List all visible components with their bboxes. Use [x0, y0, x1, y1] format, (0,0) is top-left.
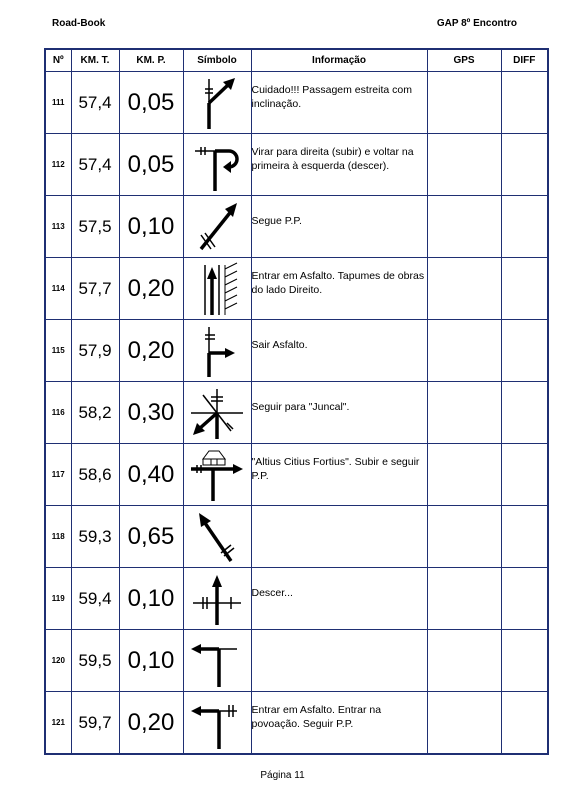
km-total: 59,7 [71, 692, 119, 755]
info-cell [251, 444, 427, 506]
km-partial: 0,30 [119, 382, 183, 444]
diff-cell [501, 630, 548, 692]
diff-cell [501, 382, 548, 444]
t-junction-left-asphalt-arrow-icon [187, 695, 247, 751]
diff-cell [501, 568, 548, 630]
row-number: 111 [45, 72, 71, 134]
col-header-km-partial: KM. P. [119, 49, 183, 72]
diff-cell [501, 134, 548, 196]
info-text: Segue P.P. [251, 214, 302, 227]
km-total: 58,2 [71, 382, 119, 444]
table-row [45, 692, 548, 755]
gps-cell [427, 72, 501, 134]
row-number: 120 [45, 630, 71, 692]
table-row [45, 320, 548, 382]
km-partial: 0,20 [119, 692, 183, 755]
gps-cell [427, 630, 501, 692]
diagonal-left-arrow-icon [187, 509, 247, 565]
gps-cell [427, 568, 501, 630]
event-title: GAP 8º Encontro [436, 18, 517, 29]
km-partial: 0,10 [119, 568, 183, 630]
km-total: 57,7 [71, 258, 119, 320]
diff-cell [501, 72, 548, 134]
km-partial: 0,05 [119, 134, 183, 196]
roadbook-table [44, 48, 549, 755]
gps-cell [427, 196, 501, 258]
col-header-information: Informação [251, 49, 427, 72]
table-row [45, 630, 548, 692]
km-total: 59,3 [71, 506, 119, 568]
row-number: 112 [45, 134, 71, 196]
table-row [45, 134, 548, 196]
km-total: 57,4 [71, 72, 119, 134]
diff-cell [501, 258, 548, 320]
col-header-diff: DIFF [501, 49, 548, 72]
row-number: 116 [45, 382, 71, 444]
info-text: Entrar em Asfalto. Entrar na povoação. Seguir P.P. [251, 703, 382, 730]
symbol-cell [183, 134, 251, 196]
info-cell [251, 630, 427, 692]
col-header-km-total: KM. T. [71, 49, 119, 72]
gps-cell [427, 320, 501, 382]
symbol-cell [183, 630, 251, 692]
symbol-cell [183, 258, 251, 320]
table-row [45, 258, 548, 320]
col-header-symbol: Símbolo [183, 49, 251, 72]
gps-cell [427, 382, 501, 444]
row-number: 117 [45, 444, 71, 506]
col-header-number: Nº [45, 49, 71, 72]
row-number: 119 [45, 568, 71, 630]
km-total: 59,4 [71, 568, 119, 630]
diff-cell [501, 320, 548, 382]
gps-cell [427, 692, 501, 755]
gps-cell [427, 134, 501, 196]
table-row [45, 196, 548, 258]
table-row [45, 444, 548, 506]
km-partial: 0,05 [119, 72, 183, 134]
crossroads-straight-arrow-icon [187, 571, 247, 627]
km-total: 57,5 [71, 196, 119, 258]
info-text: Cuidado!!! Passagem estreita com inclinação. [251, 83, 412, 110]
km-partial: 0,10 [119, 630, 183, 692]
km-partial: 0,10 [119, 196, 183, 258]
gps-cell [427, 506, 501, 568]
info-cell [251, 506, 427, 568]
km-total: 57,4 [71, 134, 119, 196]
symbol-cell [183, 692, 251, 755]
km-partial: 0,20 [119, 320, 183, 382]
km-partial: 0,20 [119, 258, 183, 320]
crossroads-left-diagonal-arrow-icon [187, 385, 247, 441]
u-turn-right-arrow-icon [187, 137, 247, 193]
info-text: Seguir para "Juncal". [251, 400, 350, 413]
info-cell [251, 692, 427, 755]
info-text: Sair Asfalto. [251, 338, 308, 351]
km-partial: 0,65 [119, 506, 183, 568]
fork-right-arrow-icon [187, 75, 247, 131]
diff-cell [501, 692, 548, 755]
info-cell [251, 382, 427, 444]
info-text: Descer... [251, 586, 293, 599]
turn-right-arrow-icon [187, 323, 247, 379]
symbol-cell [183, 382, 251, 444]
asphalt-straight-arrow-icon [187, 261, 247, 317]
table-row [45, 382, 548, 444]
km-total: 58,6 [71, 444, 119, 506]
t-junction-left-arrow-icon [187, 633, 247, 689]
info-cell [251, 134, 427, 196]
info-cell [251, 568, 427, 630]
doc-title: Road-Book [52, 18, 106, 29]
house-t-junction-right-arrow-icon [187, 447, 247, 503]
symbol-cell [183, 196, 251, 258]
info-text: "Altius Citius Fortius". Subir e seguir P.P. [251, 455, 420, 482]
diff-cell [501, 444, 548, 506]
km-total: 57,9 [71, 320, 119, 382]
table-row [45, 568, 548, 630]
col-header-gps: GPS [427, 49, 501, 72]
symbol-cell [183, 506, 251, 568]
info-cell [251, 196, 427, 258]
row-number: 113 [45, 196, 71, 258]
diff-cell [501, 196, 548, 258]
table-header-row [45, 49, 548, 72]
gps-cell [427, 444, 501, 506]
gps-cell [427, 258, 501, 320]
table-row [45, 72, 548, 134]
symbol-cell [183, 72, 251, 134]
page-number: Página 11 [260, 770, 305, 781]
symbol-cell [183, 568, 251, 630]
symbol-cell [183, 444, 251, 506]
row-number: 115 [45, 320, 71, 382]
km-partial: 0,40 [119, 444, 183, 506]
symbol-cell [183, 320, 251, 382]
km-total: 59,5 [71, 630, 119, 692]
info-cell [251, 258, 427, 320]
info-cell [251, 72, 427, 134]
diagonal-right-arrow-icon [187, 199, 247, 255]
row-number: 114 [45, 258, 71, 320]
diff-cell [501, 506, 548, 568]
row-number: 121 [45, 692, 71, 755]
info-text: Virar para direita (subir) e voltar na primeira à esquerda (descer). [251, 145, 414, 172]
table-row [45, 506, 548, 568]
info-cell [251, 320, 427, 382]
row-number: 118 [45, 506, 71, 568]
info-text: Entrar em Asfalto. Tapumes de obras do lado Direito. [251, 269, 425, 296]
